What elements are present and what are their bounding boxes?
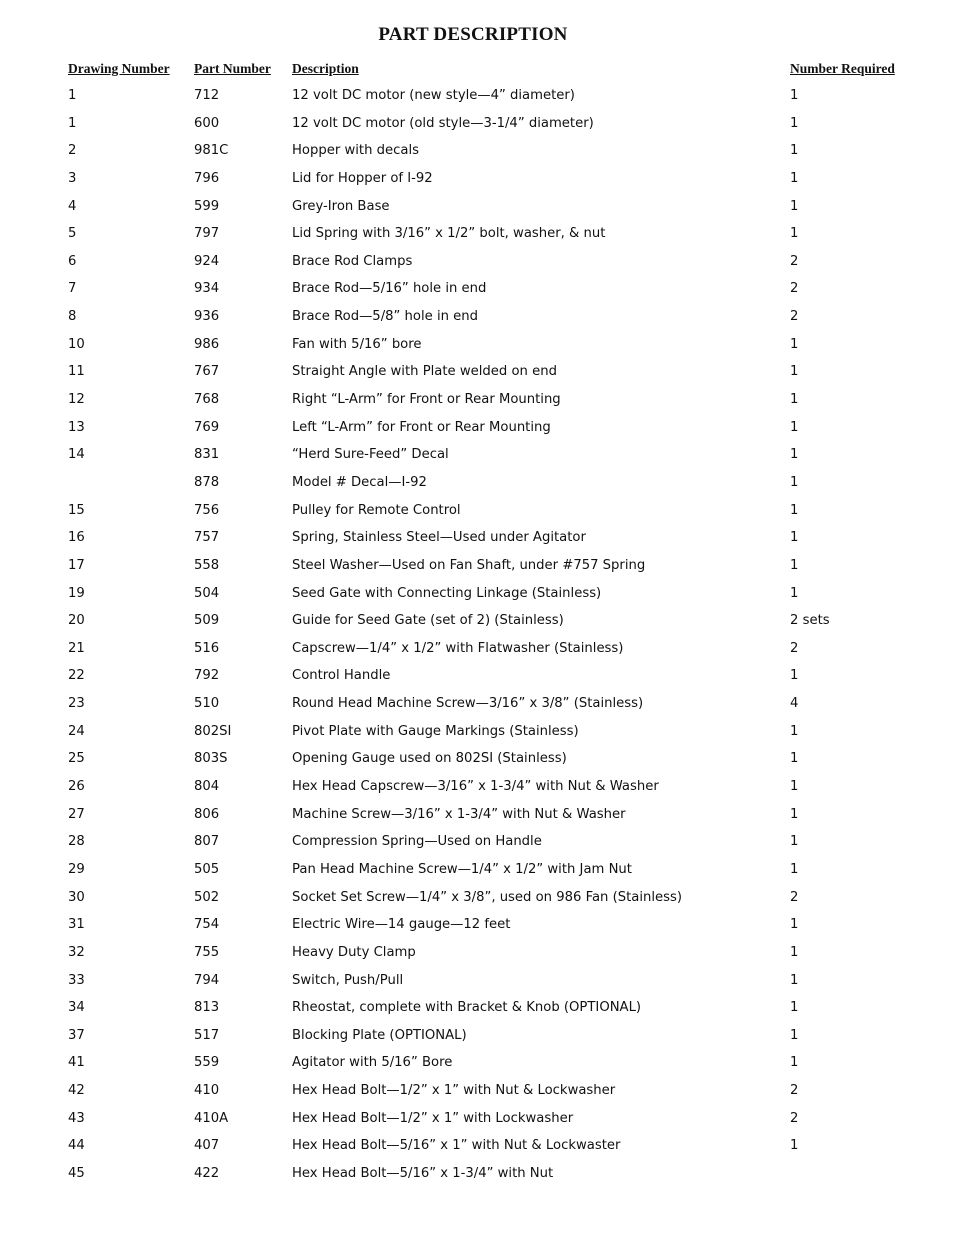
- header-drawing-number: Drawing Number: [68, 61, 170, 76]
- table-row: [0, 220, 954, 248]
- part-number-cell: 806: [194, 806, 220, 822]
- table-row: [0, 82, 954, 110]
- drawing-number-cell: 8: [68, 309, 77, 325]
- drawing-number-cell: 20: [68, 613, 85, 629]
- number-required-cell: 1: [790, 419, 799, 435]
- drawing-number-cell: 13: [68, 419, 85, 435]
- description-cell: Grey-Iron Base: [292, 198, 390, 214]
- number-required-cell: 1: [790, 170, 799, 186]
- description-cell: Seed Gate with Connecting Linkage (Stainless): [292, 585, 602, 601]
- drawing-number-cell: 30: [68, 889, 85, 905]
- part-number-cell: 756: [194, 502, 220, 518]
- number-required-cell: 1: [790, 834, 799, 850]
- table-row: [0, 607, 954, 635]
- number-required-cell: 2 sets: [790, 613, 830, 629]
- number-required-cell: 1: [790, 392, 799, 408]
- number-required-cell: 1: [790, 447, 799, 463]
- number-required-cell: 2: [790, 281, 799, 297]
- number-required-cell: 1: [790, 972, 799, 988]
- part-number-cell: 755: [194, 944, 220, 960]
- description-cell: Hex Head Bolt—5/16” x 1-3/4” with Nut: [292, 1165, 554, 1181]
- part-number-cell: 559: [194, 1055, 220, 1071]
- number-required-cell: 1: [790, 115, 799, 131]
- number-required-cell: 1: [790, 861, 799, 877]
- drawing-number-cell: 5: [68, 226, 77, 242]
- part-number-cell: 407: [194, 1138, 220, 1154]
- table-row: [0, 358, 954, 386]
- part-number-cell: 757: [194, 530, 220, 546]
- number-required-cell: 1: [790, 336, 799, 352]
- number-required-cell: 2: [790, 889, 799, 905]
- part-number-cell: 502: [194, 889, 220, 905]
- table-row: [0, 552, 954, 580]
- table-row: [0, 718, 954, 746]
- part-number-cell: 803S: [194, 751, 228, 767]
- part-number-cell: 813: [194, 1000, 220, 1016]
- description-cell: Hex Head Capscrew—3/16” x 1-3/4” with Nut & Washer: [292, 779, 659, 795]
- table-row: [0, 497, 954, 525]
- part-number-cell: 769: [194, 419, 220, 435]
- description-cell: Brace Rod Clamps: [292, 253, 413, 269]
- table-row: [0, 110, 954, 138]
- description-cell: Round Head Machine Screw—3/16” x 3/8” (Stainless): [292, 696, 644, 712]
- number-required-cell: 1: [790, 557, 799, 573]
- drawing-number-cell: 3: [68, 170, 77, 186]
- table-row: [0, 165, 954, 193]
- number-required-cell: 1: [790, 226, 799, 242]
- table-row: [0, 884, 954, 912]
- part-number-cell: 802SI: [194, 723, 232, 739]
- number-required-cell: 1: [790, 585, 799, 601]
- part-number-cell: 924: [194, 253, 220, 269]
- table-row: [0, 1077, 954, 1105]
- description-cell: Pan Head Machine Screw—1/4” x 1/2” with Jam Nut: [292, 861, 632, 877]
- drawing-number-cell: 42: [68, 1083, 85, 1099]
- part-number-cell: 510: [194, 696, 220, 712]
- table-row: [0, 662, 954, 690]
- drawing-number-cell: 26: [68, 779, 85, 795]
- drawing-number-cell: 25: [68, 751, 85, 767]
- number-required-cell: 1: [790, 364, 799, 380]
- drawing-number-cell: 7: [68, 281, 77, 297]
- description-cell: Opening Gauge used on 802SI (Stainless): [292, 751, 567, 767]
- part-number-cell: 981C: [194, 143, 229, 159]
- table-row: [0, 856, 954, 884]
- table-row: [0, 248, 954, 276]
- part-number-cell: 807: [194, 834, 220, 850]
- description-cell: Pivot Plate with Gauge Markings (Stainless): [292, 723, 579, 739]
- part-number-cell: 422: [194, 1165, 220, 1181]
- table-row: [0, 469, 954, 497]
- part-number-cell: 712: [194, 88, 220, 103]
- header-part-number: Part Number: [194, 61, 271, 76]
- drawing-number-cell: 43: [68, 1110, 85, 1126]
- parts-table: [0, 82, 954, 1188]
- number-required-cell: 1: [790, 723, 799, 739]
- part-number-cell: 878: [194, 474, 220, 490]
- table-row: [0, 1105, 954, 1133]
- number-required-cell: 2: [790, 309, 799, 325]
- drawing-number-cell: 44: [68, 1138, 85, 1154]
- number-required-cell: 1: [790, 751, 799, 767]
- table-row: [0, 1132, 954, 1160]
- drawing-number-cell: 12: [68, 392, 85, 408]
- part-number-cell: 936: [194, 309, 220, 325]
- description-cell: Blocking Plate (OPTIONAL): [292, 1027, 467, 1043]
- description-cell: Straight Angle with Plate welded on end: [292, 364, 557, 380]
- part-number-cell: 934: [194, 281, 220, 297]
- part-number-cell: 505: [194, 861, 220, 877]
- part-number-cell: 796: [194, 170, 220, 186]
- drawing-number-cell: 33: [68, 972, 85, 988]
- part-number-cell: 599: [194, 198, 220, 214]
- number-required-cell: 2: [790, 253, 799, 269]
- number-required-cell: 1: [790, 1055, 799, 1071]
- part-number-cell: 986: [194, 336, 220, 352]
- drawing-number-cell: 29: [68, 861, 85, 877]
- drawing-number-cell: 17: [68, 557, 85, 573]
- table-row: [0, 386, 954, 414]
- description-cell: Guide for Seed Gate (set of 2) (Stainless): [292, 613, 564, 629]
- description-cell: Hex Head Bolt—1/2” x 1” with Lockwasher: [292, 1110, 574, 1126]
- drawing-number-cell: 15: [68, 502, 85, 518]
- drawing-number-cell: 32: [68, 944, 85, 960]
- drawing-number-cell: 41: [68, 1055, 85, 1071]
- description-cell: Machine Screw—3/16” x 1-3/4” with Nut & Washer: [292, 806, 626, 822]
- description-cell: Fan with 5/16” bore: [292, 336, 422, 352]
- part-number-cell: 792: [194, 668, 220, 684]
- header-description: Description: [292, 61, 359, 76]
- description-cell: Steel Washer—Used on Fan Shaft, under #757 Spring: [292, 557, 646, 573]
- number-required-cell: 1: [790, 474, 799, 490]
- number-required-cell: 1: [790, 944, 799, 960]
- table-row: [0, 801, 954, 829]
- drawing-number-cell: 21: [68, 640, 85, 656]
- drawing-number-cell: 10: [68, 336, 85, 352]
- description-cell: Spring, Stainless Steel—Used under Agitator: [292, 530, 586, 546]
- description-cell: Lid for Hopper of I-92: [292, 170, 433, 186]
- table-row: [0, 441, 954, 469]
- description-cell: Brace Rod—5/16” hole in end: [292, 281, 487, 297]
- number-required-cell: 1: [790, 143, 799, 159]
- drawing-number-cell: 6: [68, 253, 77, 269]
- description-cell: Left “L-Arm” for Front or Rear Mounting: [292, 419, 551, 435]
- description-cell: Socket Set Screw—1/4” x 3/8”, used on 986 Fan (Stainless): [292, 889, 683, 905]
- part-number-cell: 410: [194, 1083, 220, 1099]
- part-number-cell: 558: [194, 557, 220, 573]
- drawing-number-cell: 34: [68, 1000, 85, 1016]
- drawing-number-cell: 22: [68, 668, 85, 684]
- table-row: [0, 911, 954, 939]
- table-row: [0, 828, 954, 856]
- part-number-cell: 410A: [194, 1110, 229, 1126]
- number-required-cell: 1: [790, 198, 799, 214]
- description-cell: Model # Decal—I-92: [292, 474, 427, 490]
- drawing-number-cell: 1: [68, 88, 77, 103]
- description-cell: Hopper with decals: [292, 143, 419, 159]
- part-number-cell: 509: [194, 613, 220, 629]
- description-cell: Pulley for Remote Control: [292, 502, 461, 518]
- table-row: [0, 580, 954, 608]
- part-number-cell: 768: [194, 392, 220, 408]
- table-row: [0, 1049, 954, 1077]
- table-row: [0, 773, 954, 801]
- description-cell: Lid Spring with 3/16” x 1/2” bolt, washer, & nut: [292, 226, 606, 242]
- drawing-number-cell: 19: [68, 585, 85, 601]
- description-cell: Switch, Push/Pull: [292, 972, 404, 988]
- number-required-cell: 2: [790, 1110, 799, 1126]
- table-row: [0, 275, 954, 303]
- number-required-cell: 1: [790, 1138, 799, 1154]
- table-row: [0, 1022, 954, 1050]
- description-cell: Capscrew—1/4” x 1/2” with Flatwasher (Stainless): [292, 640, 624, 656]
- header-number-required: Number Required: [790, 61, 895, 76]
- table-row: [0, 1160, 954, 1188]
- number-required-cell: 1: [790, 530, 799, 546]
- part-number-cell: 794: [194, 972, 220, 988]
- drawing-number-cell: 27: [68, 806, 85, 822]
- description-cell: 12 volt DC motor (new style—4” diameter): [292, 88, 575, 103]
- drawing-number-cell: 37: [68, 1027, 85, 1043]
- part-number-cell: 516: [194, 640, 220, 656]
- number-required-cell: 1: [790, 806, 799, 822]
- number-required-cell: 1: [790, 502, 799, 518]
- table-row: [0, 967, 954, 995]
- table-row: [0, 331, 954, 359]
- number-required-cell: 2: [790, 1083, 799, 1099]
- number-required-cell: 4: [790, 696, 799, 712]
- part-number-cell: 831: [194, 447, 220, 463]
- number-required-cell: 1: [790, 779, 799, 795]
- part-number-cell: 797: [194, 226, 220, 242]
- drawing-number-cell: 45: [68, 1165, 85, 1181]
- table-row: [0, 414, 954, 442]
- description-cell: Right “L-Arm” for Front or Rear Mounting: [292, 392, 561, 408]
- description-cell: Compression Spring—Used on Handle: [292, 834, 542, 850]
- number-required-cell: 1: [790, 668, 799, 684]
- table-row: [0, 939, 954, 967]
- table-row: [0, 524, 954, 552]
- part-number-cell: 517: [194, 1027, 220, 1043]
- table-row: [0, 994, 954, 1022]
- table-row: [0, 303, 954, 331]
- description-cell: Agitator with 5/16” Bore: [292, 1055, 453, 1071]
- description-cell: 12 volt DC motor (old style—3-1/4” diameter): [292, 115, 594, 131]
- number-required-cell: 1: [790, 917, 799, 933]
- number-required-cell: 1: [790, 88, 799, 103]
- table-row: [0, 193, 954, 221]
- drawing-number-cell: 24: [68, 723, 85, 739]
- number-required-cell: 2: [790, 640, 799, 656]
- part-number-cell: 767: [194, 364, 220, 380]
- description-cell: Control Handle: [292, 668, 391, 684]
- description-cell: “Herd Sure-Feed” Decal: [292, 447, 449, 463]
- table-row: [0, 690, 954, 718]
- description-cell: Rheostat, complete with Bracket & Knob (OPTIONAL): [292, 1000, 642, 1016]
- drawing-number-cell: 23: [68, 696, 85, 712]
- description-cell: Hex Head Bolt—5/16” x 1” with Nut & Lockwaster: [292, 1138, 621, 1154]
- drawing-number-cell: 14: [68, 447, 85, 463]
- part-number-cell: 804: [194, 779, 220, 795]
- part-number-cell: 754: [194, 917, 220, 933]
- table-row: [0, 137, 954, 165]
- table-row: [0, 745, 954, 773]
- drawing-number-cell: 4: [68, 198, 77, 214]
- drawing-number-cell: 2: [68, 143, 77, 159]
- page-title: PART DESCRIPTION: [378, 24, 568, 45]
- description-cell: Brace Rod—5/8” hole in end: [292, 309, 479, 325]
- description-cell: Hex Head Bolt—1/2” x 1” with Nut & Lockwasher: [292, 1083, 616, 1099]
- table-row: [0, 635, 954, 663]
- drawing-number-cell: 1: [68, 115, 77, 131]
- number-required-cell: 1: [790, 1027, 799, 1043]
- number-required-cell: 1: [790, 1000, 799, 1016]
- part-number-cell: 504: [194, 585, 220, 601]
- description-cell: Electric Wire—14 gauge—12 feet: [292, 917, 511, 933]
- drawing-number-cell: 11: [68, 364, 85, 380]
- description-cell: Heavy Duty Clamp: [292, 944, 416, 960]
- part-number-cell: 600: [194, 115, 220, 131]
- drawing-number-cell: 16: [68, 530, 85, 546]
- drawing-number-cell: 31: [68, 917, 85, 933]
- drawing-number-cell: 28: [68, 834, 85, 850]
